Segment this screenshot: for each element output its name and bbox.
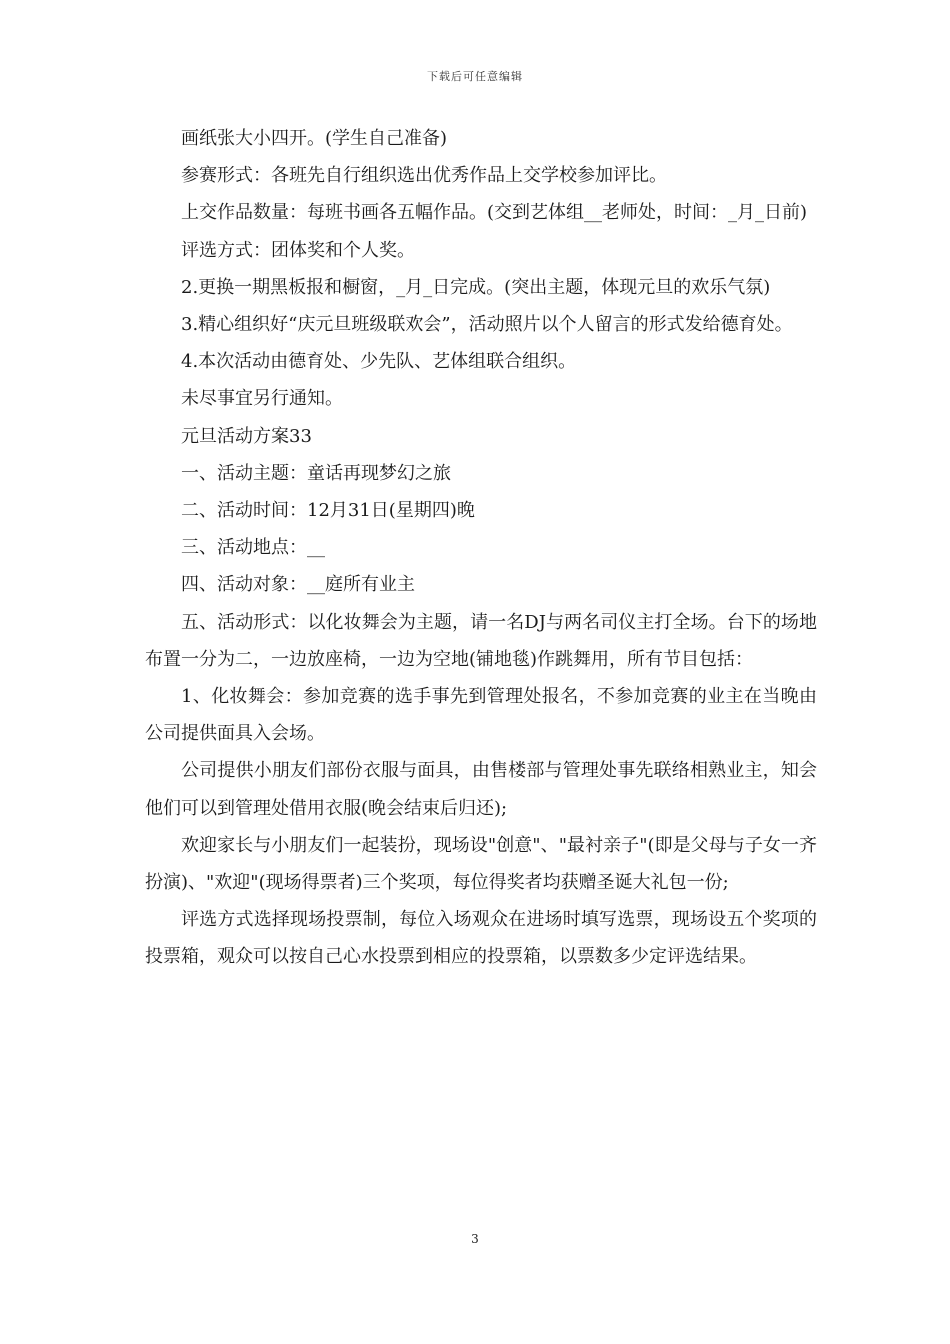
- paragraph: 2.更换一期黑板报和橱窗，_月_日完成。(突出主题，体现元旦的欢乐气氛): [181, 276, 771, 298]
- paragraph: 三、活动地点：__: [181, 537, 325, 559]
- paragraph: 1、化妆舞会：参加竞赛的选手事先到管理处报名，不参加竞赛的业主在当晚由公司提供面具入会场。: [145, 686, 817, 745]
- document-body: [145, 120, 817, 976]
- page-number: 3: [471, 1232, 479, 1246]
- paragraph: 画纸张大小四开。(学生自己准备): [181, 128, 448, 149]
- paragraph: 五、活动形式：以化妆舞会为主题，请一名DJ与两名司仪主打全场。台下的场地布置一分为二，一边放座椅，一边为空地(铺地毯)作跳舞用，所有节目包括：: [145, 611, 817, 670]
- paragraph: 欢迎家长与小朋友们一起装扮，现场设"创意"、"最衬亲子"(即是父母与子女一齐扮演)、"欢迎"(现场得票者)三个奖项，每位得奖者均获赠圣诞大礼包一份;: [145, 834, 817, 894]
- paragraph: 3.精心组织好“庆元旦班级联欢会”，活动照片以个人留言的形式发给德育处。: [181, 314, 793, 336]
- paragraph: 公司提供小朋友们部份衣服与面具，由售楼部与管理处事先联络相熟业主，知会他们可以到管理处借用衣服(晚会结束后归还);: [145, 760, 817, 819]
- section-title: 元旦活动方案33: [181, 425, 312, 447]
- page-header: 下载后可任意编辑: [427, 70, 523, 83]
- paragraph: 一、活动主题：童话再现梦幻之旅: [181, 462, 451, 484]
- paragraph: 二、活动时间：12月31日(星期四)晚: [181, 500, 475, 522]
- paragraph: 四、活动对象：__庭所有业主: [181, 574, 415, 596]
- paragraph: 参赛形式：各班先自行组织选出优秀作品上交学校参加评比。: [181, 165, 667, 187]
- paragraph: 未尽事宜另行通知。: [181, 388, 343, 410]
- paragraph: 4.本次活动由德育处、少先队、艺体组联合组织。: [181, 351, 577, 373]
- paragraph: 评选方式选择现场投票制，每位入场观众在进场时填写选票，现场设五个奖项的投票箱，观众可以按自己心水投票到相应的投票箱，以票数多少定评选结果。: [145, 909, 817, 968]
- paragraph: 上交作品数量：每班书画各五幅作品。(交到艺体组__老师处，时间：_月_日前): [181, 202, 808, 224]
- paragraph: 评选方式：团体奖和个人奖。: [181, 239, 415, 261]
